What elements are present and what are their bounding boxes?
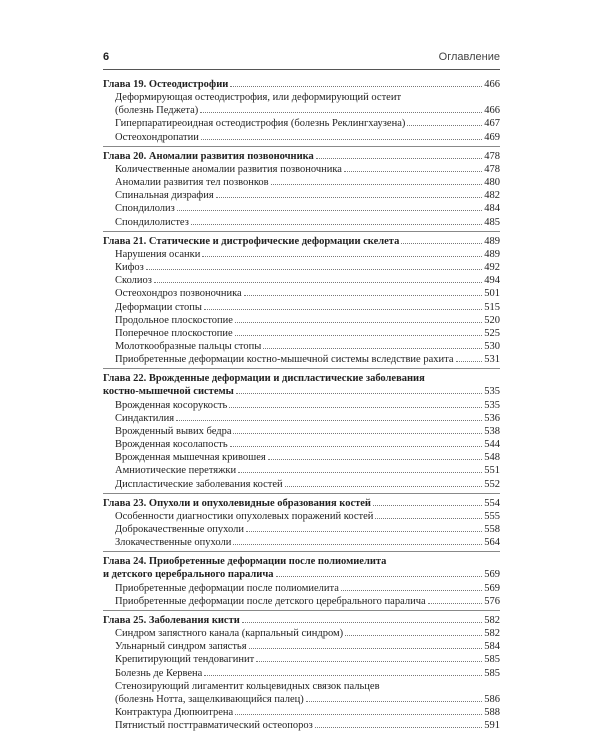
section-entry[interactable] (103, 261, 500, 274)
section-title: Контрактура Дюпюитрена (115, 707, 234, 719)
dot-leader (375, 518, 482, 519)
dot-leader (246, 531, 482, 532)
chapter-title: Глава 23. Опухоли и опухолевидные образования костей (103, 497, 371, 509)
dot-leader (238, 472, 482, 473)
section-entry[interactable] (103, 353, 500, 366)
section-title: Доброкачественные опухоли (115, 524, 244, 535)
section-title: Поперечное плоскостопие (115, 327, 233, 339)
page-ref: 564 (484, 537, 500, 549)
section-entry[interactable] (103, 595, 500, 608)
section-entry[interactable] (103, 464, 500, 477)
section-entry[interactable] (103, 653, 500, 666)
section-title: Спинальная дизрафия (115, 190, 214, 202)
dot-leader (316, 158, 482, 159)
page-ref: 520 (484, 314, 500, 326)
section-entry[interactable] (103, 202, 500, 215)
dot-leader (407, 125, 482, 126)
dot-leader (285, 486, 483, 487)
section-entry[interactable] (103, 314, 500, 327)
section-title: Кифоз (115, 262, 144, 274)
chapter-entry[interactable] (103, 150, 500, 163)
section-title: Приобретенные деформации после детского церебрального паралича (115, 595, 426, 607)
section-title: Деформации стопы (115, 301, 202, 313)
chapter-entry[interactable] (103, 497, 500, 510)
page-ref: 588 (484, 707, 500, 719)
dot-leader (249, 648, 483, 649)
dot-leader (344, 171, 482, 172)
page-ref: 485 (484, 216, 500, 228)
dot-leader (271, 184, 483, 185)
dot-leader (230, 86, 482, 87)
section-entry[interactable] (103, 640, 500, 653)
page-ref: 586 (484, 693, 500, 705)
section-title: Приобретенные деформации после полиомиелита (115, 582, 339, 594)
chapter-block (103, 78, 500, 144)
page-ref: 536 (484, 412, 500, 424)
page-ref: 482 (484, 190, 500, 202)
dot-leader (242, 622, 482, 623)
chapter-title: костно-мышечной системы (103, 386, 234, 398)
page-ref: 515 (484, 301, 500, 313)
section-entry[interactable] (103, 176, 500, 189)
page-ref: 469 (484, 131, 500, 143)
dot-leader (236, 393, 482, 394)
page-ref: 544 (484, 439, 500, 451)
table-of-contents (103, 78, 500, 732)
page-ref: 535 (484, 386, 500, 398)
dot-leader (345, 635, 482, 636)
chapter-block (103, 231, 500, 367)
chapter-entry[interactable] (103, 614, 500, 627)
page-ref: 466 (484, 105, 500, 117)
section-entry[interactable] (103, 719, 500, 732)
section-title: Болезнь де Кервена (115, 667, 203, 679)
chapter-entry[interactable] (103, 385, 500, 398)
section-entry[interactable] (103, 523, 500, 536)
dot-leader (146, 269, 482, 270)
section-title-line: Стенозирующий лигаментит кольцевидных связок пальцев (115, 680, 380, 692)
chapter-block (103, 493, 500, 550)
page-ref: 489 (484, 248, 500, 260)
dot-leader (200, 112, 482, 113)
dot-leader (233, 433, 482, 434)
page-ref: 478 (484, 150, 500, 162)
section-title: Приобретенные деформации костно-мышечной системы вследствие рахита (115, 354, 454, 366)
section-entry[interactable] (103, 667, 500, 680)
page-ref: 555 (484, 510, 500, 522)
section-title: Остеохондропатии (115, 131, 199, 143)
page-ref: 492 (484, 262, 500, 274)
chapter-block (103, 610, 500, 732)
section-entry[interactable] (103, 287, 500, 300)
section-title: Особенности диагностики опухолевых поражений костей (115, 510, 374, 522)
dot-leader (341, 590, 482, 591)
page-ref: 551 (484, 465, 500, 477)
section-title: Спондилолистез (115, 216, 189, 228)
section-title: Молоткообразные пальцы стопы (115, 340, 262, 352)
chapter-title: Глава 21. Статические и дистрофические деформации скелета (103, 235, 400, 247)
section-title: Злокачественные опухоли (115, 537, 232, 549)
dot-leader (276, 576, 483, 577)
section-entry[interactable] (103, 216, 500, 229)
section-title: Врожденная мышечная кривошея (115, 452, 266, 464)
section-entry[interactable] (103, 451, 500, 464)
page-ref: 538 (484, 425, 500, 437)
chapter-entry[interactable] (103, 235, 500, 248)
chapter-title: Глава 20. Аномалии развития позвоночника (103, 150, 314, 162)
section-entry[interactable] (103, 412, 500, 425)
section-title: Количественные аномалии развития позвоночника (115, 163, 342, 175)
section-title: Сколиоз (115, 275, 152, 287)
section-entry[interactable] (103, 425, 500, 438)
dot-leader (456, 361, 483, 362)
section-entry[interactable] (103, 706, 500, 719)
page-ref: 467 (484, 118, 500, 130)
section-entry[interactable] (103, 478, 500, 491)
page-ref: 530 (484, 340, 500, 352)
chapter-block (103, 551, 500, 608)
page-number: 6 (103, 51, 110, 63)
page-ref: 489 (484, 235, 500, 247)
dot-leader (373, 505, 482, 506)
section-title: Ульнарный синдром запястья (115, 641, 247, 653)
dot-leader (177, 210, 482, 211)
section-title: Амниотические перетяжки (115, 465, 237, 477)
chapter-title: и детского церебрального паралича (103, 569, 274, 581)
page-ref: 531 (484, 354, 500, 366)
dot-leader (176, 420, 482, 421)
page-ref: 554 (484, 497, 500, 509)
section-entry[interactable] (103, 163, 500, 176)
page-ref: 535 (484, 399, 500, 411)
dot-leader (244, 295, 483, 296)
section-title: Аномалии развития тел позвонков (115, 177, 269, 189)
section-entry[interactable] (103, 693, 500, 706)
dot-leader (216, 197, 483, 198)
page-ref: 552 (484, 478, 500, 490)
dot-leader (191, 224, 482, 225)
dot-leader (204, 675, 482, 676)
section-title: Остеохондроз позвоночника (115, 288, 242, 300)
section-entry[interactable] (103, 327, 500, 340)
page-ref: 494 (484, 275, 500, 287)
dot-leader (235, 714, 482, 715)
section-title: Врожденный вывих бедра (115, 425, 232, 437)
section-title: Врожденная косорукость (115, 399, 228, 411)
page-ref: 548 (484, 452, 500, 464)
section-entry[interactable] (103, 248, 500, 261)
page-ref: 585 (484, 654, 500, 666)
header-rule (103, 69, 500, 70)
dot-leader (428, 603, 483, 604)
page-ref: 466 (484, 79, 500, 90)
chapter-block (103, 368, 500, 490)
page-ref: 558 (484, 524, 500, 535)
dot-leader (202, 256, 482, 257)
dot-leader (235, 322, 482, 323)
section-title: Диспластические заболевания костей (115, 478, 283, 490)
chapter-entry[interactable] (103, 568, 500, 581)
dot-leader (233, 544, 482, 545)
chapter-title-line: Глава 24. Приобретенные деформации после полиомиелита (103, 556, 387, 568)
section-entry[interactable] (103, 189, 500, 202)
section-entry[interactable] (103, 274, 500, 287)
page-ref: 501 (484, 288, 500, 300)
section-title: Пятнистый посттравматический остеопороз (115, 720, 313, 732)
dot-leader (229, 407, 482, 408)
section-title: Крепитирующий тендовагинит (115, 654, 255, 666)
dot-leader (401, 243, 482, 244)
section-title: Врожденная косолапость (115, 439, 228, 451)
section-title-line: Деформирующая остеодистрофия, или деформирующий остеит (115, 92, 402, 104)
section-title: Синдром запястного канала (карпальный синдром) (115, 628, 344, 640)
page-ref: 582 (484, 614, 500, 626)
section-entry[interactable] (103, 117, 500, 130)
section-entry[interactable] (103, 104, 500, 117)
section-entry[interactable] (103, 131, 500, 144)
section-title: Нарушения осанки (115, 248, 201, 260)
dot-leader (256, 661, 482, 662)
section-entry[interactable] (103, 301, 500, 314)
section-title: (болезнь Нотта, защелкивающийся палец) (115, 693, 304, 705)
dot-leader (315, 727, 482, 728)
dot-leader (263, 348, 482, 349)
section-title: Гиперпаратиреоидная остеодистрофия (болезнь Реклингхаузена) (115, 118, 406, 130)
page-header (103, 51, 500, 65)
page-ref: 584 (484, 641, 500, 653)
chapter-entry[interactable] (103, 78, 500, 91)
dot-leader (230, 446, 483, 447)
section-title: Продольное плоскостопие (115, 314, 233, 326)
chapter-block (103, 146, 500, 229)
page-ref: 591 (484, 720, 500, 732)
section-entry[interactable] (103, 340, 500, 353)
chapter-title-line: Глава 22. Врожденные деформации и диспластические заболевания (103, 373, 425, 385)
page-ref: 484 (484, 203, 500, 215)
page-ref: 576 (484, 595, 500, 607)
dot-leader (268, 459, 483, 460)
page-ref: 480 (484, 177, 500, 189)
dot-leader (154, 282, 482, 283)
page-ref: 585 (484, 667, 500, 679)
page-ref: 569 (484, 582, 500, 594)
section-entry[interactable] (103, 510, 500, 523)
page-ref: 569 (484, 569, 500, 581)
dot-leader (235, 335, 483, 336)
section-entry[interactable] (103, 536, 500, 549)
page-ref: 478 (484, 163, 500, 175)
section-entry[interactable] (103, 627, 500, 640)
section-entry[interactable] (103, 582, 500, 595)
dot-leader (201, 139, 482, 140)
chapter-title: Глава 19. Остеодистрофии (103, 79, 229, 90)
page-ref: 582 (484, 628, 500, 640)
section-entry[interactable] (103, 399, 500, 412)
section-title: Спондилолиз (115, 203, 175, 215)
section-entry[interactable] (103, 438, 500, 451)
section-title: (болезнь Педжета) (115, 105, 199, 117)
chapter-title: Глава 25. Заболевания кисти (103, 614, 240, 626)
section-title: Синдактилия (115, 412, 175, 424)
running-title: Оглавление (438, 51, 500, 63)
dot-leader (204, 309, 482, 310)
dot-leader (306, 701, 483, 702)
page-ref: 525 (484, 327, 500, 339)
